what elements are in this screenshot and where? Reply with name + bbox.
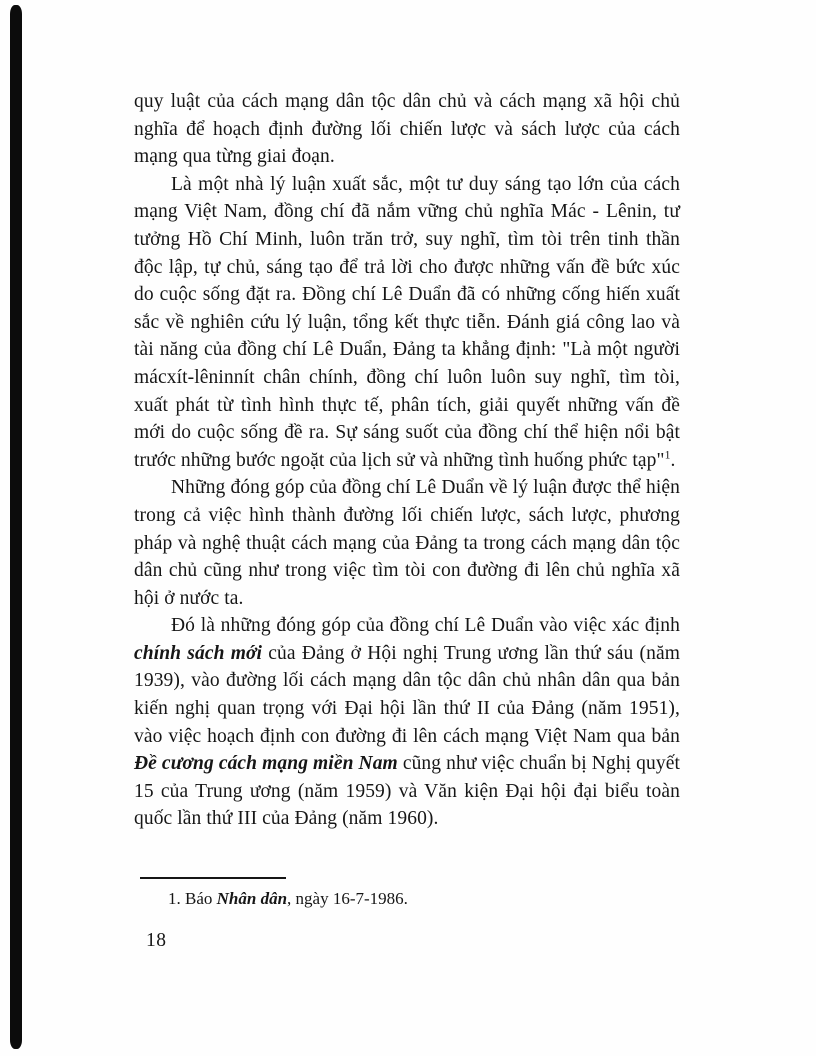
footnote-separator-rule bbox=[140, 877, 286, 879]
body-text bbox=[134, 88, 680, 833]
paragraph-text: cũng như việc chuẩn bị Nghị quyết 15 của Trung ương (năm 1959) và Văn kiện Đại hội đại biểu toàn quốc lần thứ III của Đảng (năm 1960). bbox=[134, 753, 681, 830]
paragraph-text: Nam qua bản bbox=[573, 725, 680, 747]
paragraph-text: quy luật của cách mạng dân tộc dân chủ và cách mạng xã hội chủ nghĩa để hoạch định đường lối chiến lược và sách lược của cách mạng qua từng giai đoạn. bbox=[134, 91, 680, 168]
footnote-reference-marker: 1 bbox=[664, 448, 671, 462]
paragraph-text: của Đảng ở Hội nghị Trung ương lần thứ sáu (năm 1939), vào đường lối cách mạng dân tộc dân chủ nhân dân qua bản kiến nghị quan trọng với Đại hội lần thứ II của Đảng (năm 1951), vào việc hoạch định con đường đi lên cách mạng Việt bbox=[134, 642, 680, 747]
footnote bbox=[168, 888, 598, 910]
body-paragraph bbox=[134, 612, 680, 833]
italic-book-title: Đề cương cách mạng miền Nam bbox=[134, 753, 398, 775]
paragraph-text: Đó là những đóng góp của đồng chí Lê Duẩn vào việc xác định bbox=[171, 615, 680, 637]
paragraph-text: Là một nhà lý luận xuất sắc, một tư duy sáng tạo lớn của cách mạng Việt Nam, đồng chí đã nắm vững chủ nghĩa Mác - Lênin, tư tưởng Hồ Chí Minh, luôn trăn trở, suy nghĩ, tìm tòi trên tinh thần độc lập, tự chủ, sáng tạo để trả lời cho được những vấn đề bức xúc do cuộc sống đặt ra. Đồng chí Lê Duẩn đã có những cống hiến xuất sắc về nghiên cứu lý luận, tổng kết thực tiễn. Đánh giá công lao và tài năng của đồng chí Lê Duẩn, Đảng ta khẳng định: "Là một người mácxít-lêninnít chân chính, đồng chí luôn luôn suy nghĩ, tìm tòi, xuất phát từ tình hình thực tế, phân tích, giải quyết những vấn đề mới do cuộc sống đề ra. Sự sáng suốt của đồng chí thể hiện nổi bật trước những bước ngoặt của lịch sử và những tình huống phức tạp" bbox=[134, 173, 680, 471]
paragraph-text: Những đóng góp của đồng chí Lê Duẩn về lý luận được thể hiện trong cả việc hình thành đường lối chiến lược, sách lược, phương pháp và nghệ thuật cách mạng của Đảng ta trong cách mạng dân tộc dân chủ cũng như trong việc tìm tòi con đường đi lên chủ nghĩa xã hội ở nước ta. bbox=[134, 477, 680, 609]
footnote-text: 1. Báo bbox=[168, 889, 217, 908]
body-paragraph bbox=[134, 474, 680, 612]
paragraph-text: . bbox=[670, 449, 676, 471]
scan-edge-artifact bbox=[10, 5, 22, 1049]
footnote-source-italic: Nhân dân bbox=[216, 889, 288, 908]
body-paragraph bbox=[134, 171, 680, 475]
page-number: 18 bbox=[146, 930, 167, 951]
body-paragraph bbox=[134, 88, 680, 171]
footnote-text: , ngày 16-7-1986. bbox=[287, 889, 408, 908]
italic-phrase: chính sách mới bbox=[134, 642, 263, 664]
